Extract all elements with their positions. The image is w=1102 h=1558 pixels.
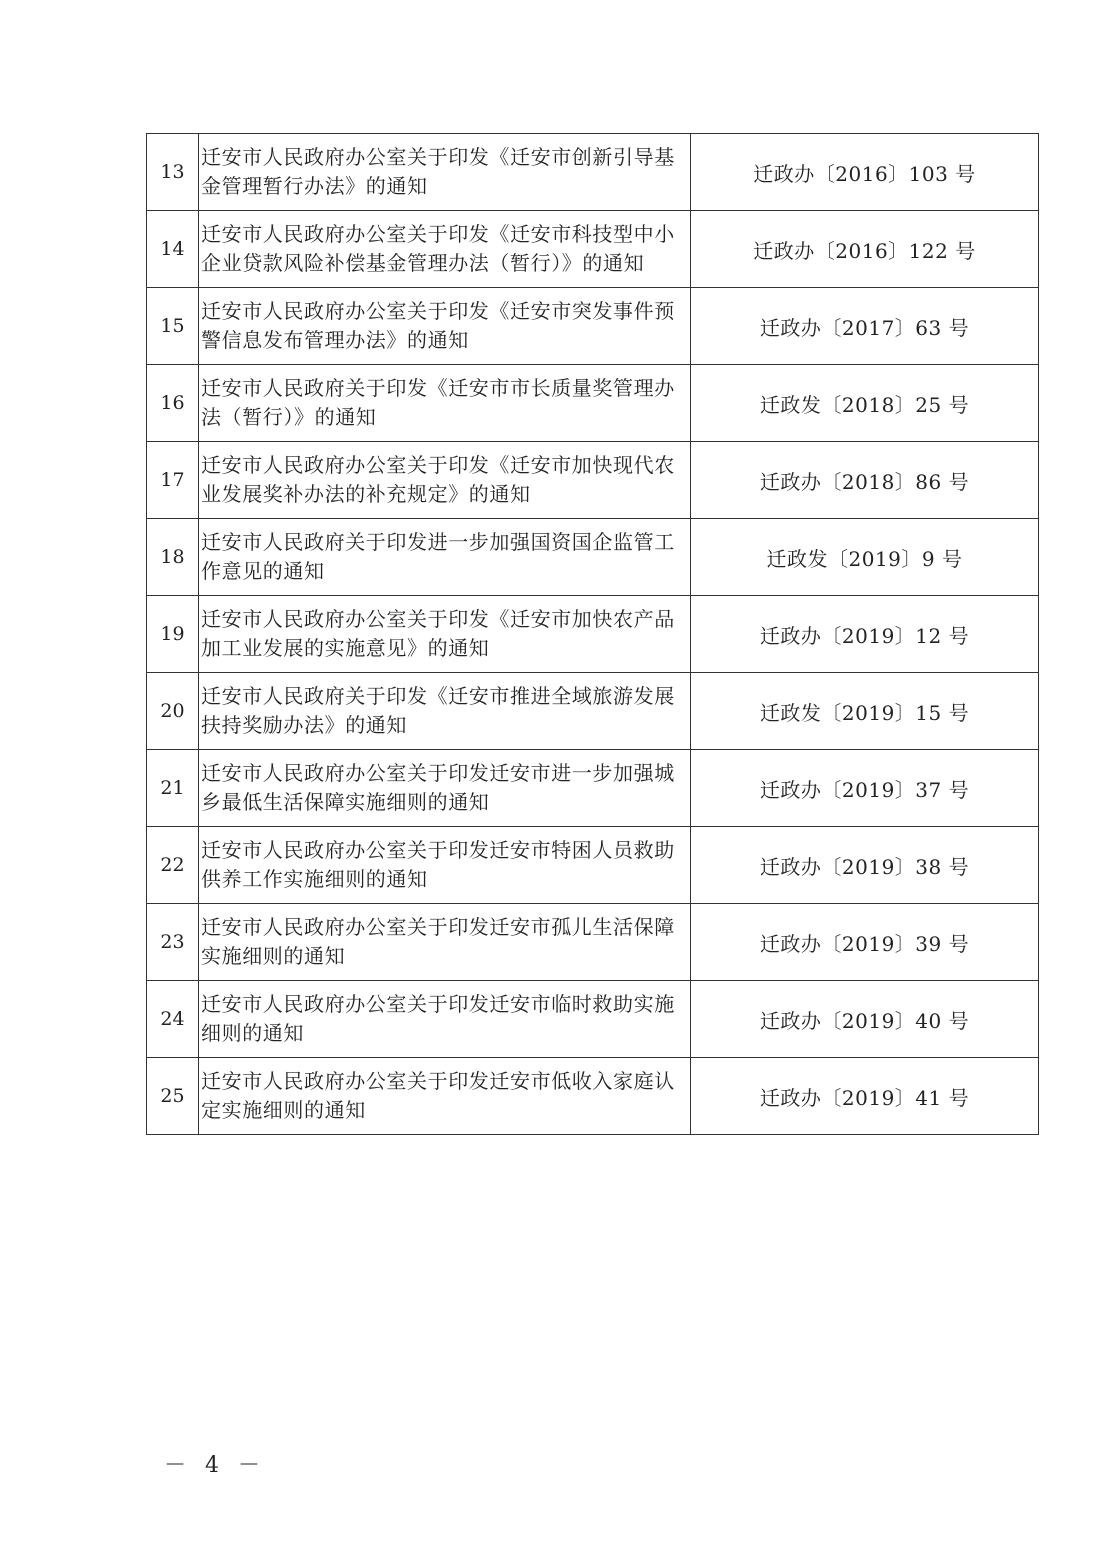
- row-number: 14: [147, 211, 199, 288]
- document-number: 迁政发〔2019〕9 号: [691, 519, 1039, 596]
- document-title-text: 迁安市人民政府关于印发进一步加强国资国企监管工作意见的通知: [201, 530, 675, 583]
- table-row: [147, 442, 1039, 519]
- row-number: 19: [147, 596, 199, 673]
- document-title: [199, 904, 691, 981]
- document-title-text: 迁安市人民政府关于印发《迁安市市长质量奖管理办法（暂行）》的通知: [201, 376, 675, 429]
- document-number: 迁政办〔2016〕103 号: [691, 134, 1039, 211]
- row-number: 13: [147, 134, 199, 211]
- table-row: [147, 288, 1039, 365]
- document-number: 迁政办〔2019〕12 号: [691, 596, 1039, 673]
- document-title-text: 迁安市人民政府关于印发《迁安市推进全域旅游发展扶持奖励办法》的通知: [201, 684, 675, 737]
- row-number: 24: [147, 981, 199, 1058]
- document-number: 迁政办〔2019〕37 号: [691, 750, 1039, 827]
- document-title-text: 迁安市人民政府办公室关于印发迁安市临时救助实施细则的通知: [201, 992, 675, 1045]
- table-row: [147, 365, 1039, 442]
- row-number: 25: [147, 1058, 199, 1135]
- row-number: 17: [147, 442, 199, 519]
- document-number: 迁政办〔2017〕63 号: [691, 288, 1039, 365]
- document-number: 迁政办〔2019〕39 号: [691, 904, 1039, 981]
- document-title: [199, 1058, 691, 1135]
- document-title: [199, 981, 691, 1058]
- document-title: [199, 596, 691, 673]
- document-title-text: 迁安市人民政府办公室关于印发《迁安市加快农产品加工业发展的实施意见》的通知: [201, 607, 675, 660]
- document-title-text: 迁安市人民政府办公室关于印发迁安市进一步加强城乡最低生活保障实施细则的通知: [201, 761, 675, 814]
- row-number: 16: [147, 365, 199, 442]
- document-list-table: [146, 133, 1039, 1135]
- document-title: [199, 827, 691, 904]
- document-number: 迁政办〔2019〕41 号: [691, 1058, 1039, 1135]
- row-number: 23: [147, 904, 199, 981]
- table-row: [147, 596, 1039, 673]
- document-title-text: 迁安市人民政府办公室关于印发《迁安市突发事件预警信息发布管理办法》的通知: [201, 299, 675, 352]
- document-number: 迁政办〔2019〕38 号: [691, 827, 1039, 904]
- table-row: [147, 827, 1039, 904]
- table-row: [147, 981, 1039, 1058]
- document-title-text: 迁安市人民政府办公室关于印发迁安市孤儿生活保障实施细则的通知: [201, 915, 675, 968]
- row-number: 21: [147, 750, 199, 827]
- document-title: [199, 211, 691, 288]
- document-title: [199, 365, 691, 442]
- table-row: [147, 750, 1039, 827]
- document-title: [199, 519, 691, 596]
- document-title: [199, 288, 691, 365]
- row-number: 22: [147, 827, 199, 904]
- table-row: [147, 904, 1039, 981]
- table-row: [147, 519, 1039, 596]
- document-number: 迁政发〔2019〕15 号: [691, 673, 1039, 750]
- row-number: 15: [147, 288, 199, 365]
- page-number: － 4 －: [164, 1453, 266, 1478]
- row-number: 20: [147, 673, 199, 750]
- document-number: 迁政发〔2018〕25 号: [691, 365, 1039, 442]
- document-title: [199, 673, 691, 750]
- document-title-text: 迁安市人民政府办公室关于印发迁安市特困人员救助供养工作实施细则的通知: [201, 838, 675, 891]
- document-number: 迁政办〔2016〕122 号: [691, 211, 1039, 288]
- document-number: 迁政办〔2018〕86 号: [691, 442, 1039, 519]
- table-row: [147, 211, 1039, 288]
- document-title: [199, 750, 691, 827]
- document-title-text: 迁安市人民政府办公室关于印发《迁安市创新引导基金管理暂行办法》的通知: [201, 145, 675, 198]
- table-row: [147, 134, 1039, 211]
- row-number: 18: [147, 519, 199, 596]
- document-title: [199, 442, 691, 519]
- table-row: [147, 1058, 1039, 1135]
- document-number: 迁政办〔2019〕40 号: [691, 981, 1039, 1058]
- document-title: [199, 134, 691, 211]
- document-title-text: 迁安市人民政府办公室关于印发迁安市低收入家庭认定实施细则的通知: [201, 1069, 675, 1122]
- document-title-text: 迁安市人民政府办公室关于印发《迁安市科技型中小企业贷款风险补偿基金管理办法（暂行）》的通知: [201, 222, 675, 275]
- document-title-text: 迁安市人民政府办公室关于印发《迁安市加快现代农业发展奖补办法的补充规定》的通知: [201, 453, 675, 506]
- table-body: [147, 134, 1039, 1135]
- table-row: [147, 673, 1039, 750]
